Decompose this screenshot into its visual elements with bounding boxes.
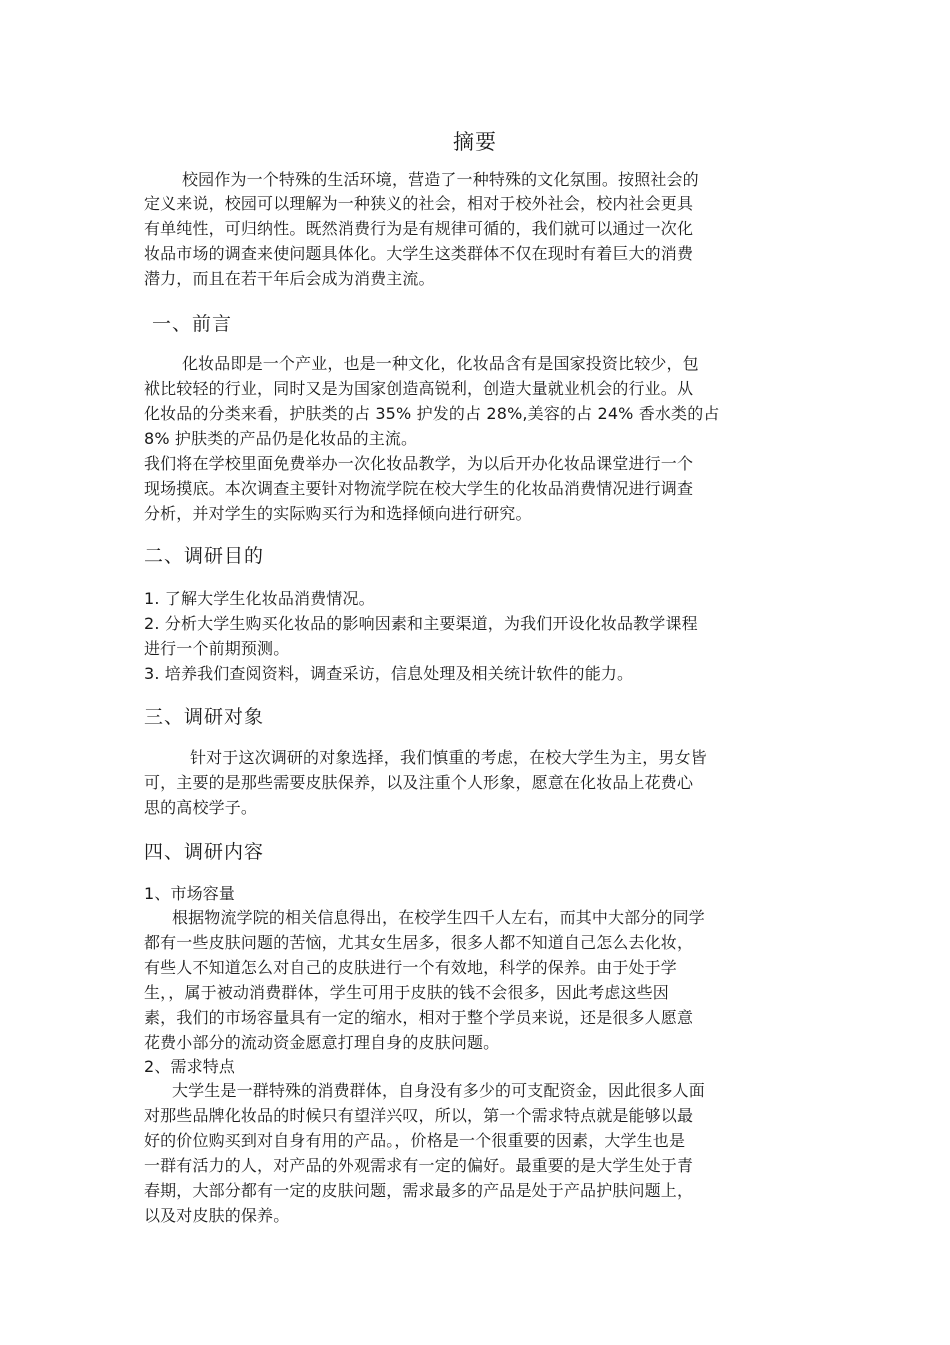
list-item: 3. 培养我们查阅资料，调查采访，信息处理及相关统计软件的能力。 [144, 664, 634, 683]
body-line: 对那些品牌化妆品的时候只有望洋兴叹，所以，第一个需求特点就是能够以最 [144, 1106, 694, 1125]
body-line: 化妆品即是一个产业，也是一种文化，化妆品含有是国家投资比较少，包 [182, 354, 699, 373]
abstract-line: 潜力，而且在若干年后会成为消费主流。 [144, 269, 435, 288]
body-line: 分析，并对学生的实际购买行为和选择倾向进行研究。 [144, 504, 532, 523]
abstract-line: 定义来说，校园可以理解为一种狭义的社会，相对于校外社会，校内社会更具 [144, 194, 694, 213]
subsection-heading-market-capacity: 1、市场容量 [144, 884, 236, 903]
subsection-heading-demand-features: 2、需求特点 [144, 1057, 236, 1076]
body-line: 一群有活力的人，对产品的外观需求有一定的偏好。最重要的是大学生处于青 [144, 1156, 694, 1175]
body-line: 以及对皮肤的保养。 [144, 1206, 290, 1225]
body-line: 现场摸底。本次调查主要针对物流学院在校大学生的化妆品消费情况进行调查 [144, 479, 694, 498]
body-line: 袱比较轻的行业，同时又是为国家创造高锐利，创造大量就业机会的行业。从 [144, 379, 694, 398]
body-line: 我们将在学校里面免费举办一次化妆品教学，为以后开办化妆品课堂进行一个 [144, 454, 694, 473]
body-line: 思的高校学子。 [144, 798, 258, 817]
section-heading-content: 四、调研内容 [144, 841, 265, 863]
body-line: 大学生是一群特殊的消费群体，自身没有多少的可支配资金，因此很多人面 [172, 1081, 705, 1100]
page-title: 摘要 [453, 130, 497, 154]
abstract-line: 妆品市场的调查来使问题具体化。大学生这类群体不仅在现时有着巨大的消费 [144, 244, 694, 263]
body-line: 春期，大部分都有一定的皮肤问题，需求最多的产品是处于产品护肤问题上， [144, 1181, 694, 1200]
list-item: 2. 分析大学生购买化妆品的影响因素和主要渠道，为我们开设化妆品教学课程 [144, 614, 698, 633]
body-line: 根据物流学院的相关信息得出，在校学生四千人左右，而其中大部分的同学 [172, 908, 705, 927]
body-line: 化妆品的分类来看，护肤类的占 35% 护发的占 28%,美容的占 24% 香水类的占 [144, 404, 720, 423]
abstract-line: 校园作为一个特殊的生活环境，营造了一种特殊的文化氛围。按照社会的 [182, 170, 699, 189]
body-line: 都有一些皮肤问题的苦恼，尤其女生居多，很多人都不知道自己怎么去化妆， [144, 933, 694, 952]
body-line: 好的价位购买到对自身有用的产品。，价格是一个很重要的因素，大学生也是 [144, 1131, 686, 1150]
body-line: 可，主要的是那些需要皮肤保养，以及注重个人形象，愿意在化妆品上花费心 [144, 773, 694, 792]
list-item: 进行一个前期预测。 [144, 639, 290, 658]
section-heading-preface: 一、前言 [152, 313, 233, 335]
body-line: 有些人不知道怎么对自己的皮肤进行一个有效地，科学的保养。由于处于学 [144, 958, 677, 977]
abstract-line: 有单纯性，可归纳性。既然消费行为是有规律可循的，我们就可以通过一次化 [144, 219, 694, 238]
body-line: 生，，属于被动消费群体，学生可用于皮肤的钱不会很多，因此考虑这些因 [144, 983, 669, 1002]
section-heading-purpose: 二、调研目的 [144, 545, 265, 567]
body-line: 花费小部分的流动资金愿意打理自身的皮肤问题。 [144, 1033, 500, 1052]
body-line: 素，我们的市场容量具有一定的缩水，相对于整个学员来说，还是很多人愿意 [144, 1008, 694, 1027]
list-item: 1. 了解大学生化妆品消费情况。 [144, 589, 375, 608]
section-heading-subjects: 三、调研对象 [144, 706, 265, 728]
body-line: 8% 护肤类的产品仍是化妆品的主流。 [144, 429, 418, 448]
body-line: 针对于这次调研的对象选择，我们慎重的考虑，在校大学生为主，男女皆 [190, 748, 707, 767]
